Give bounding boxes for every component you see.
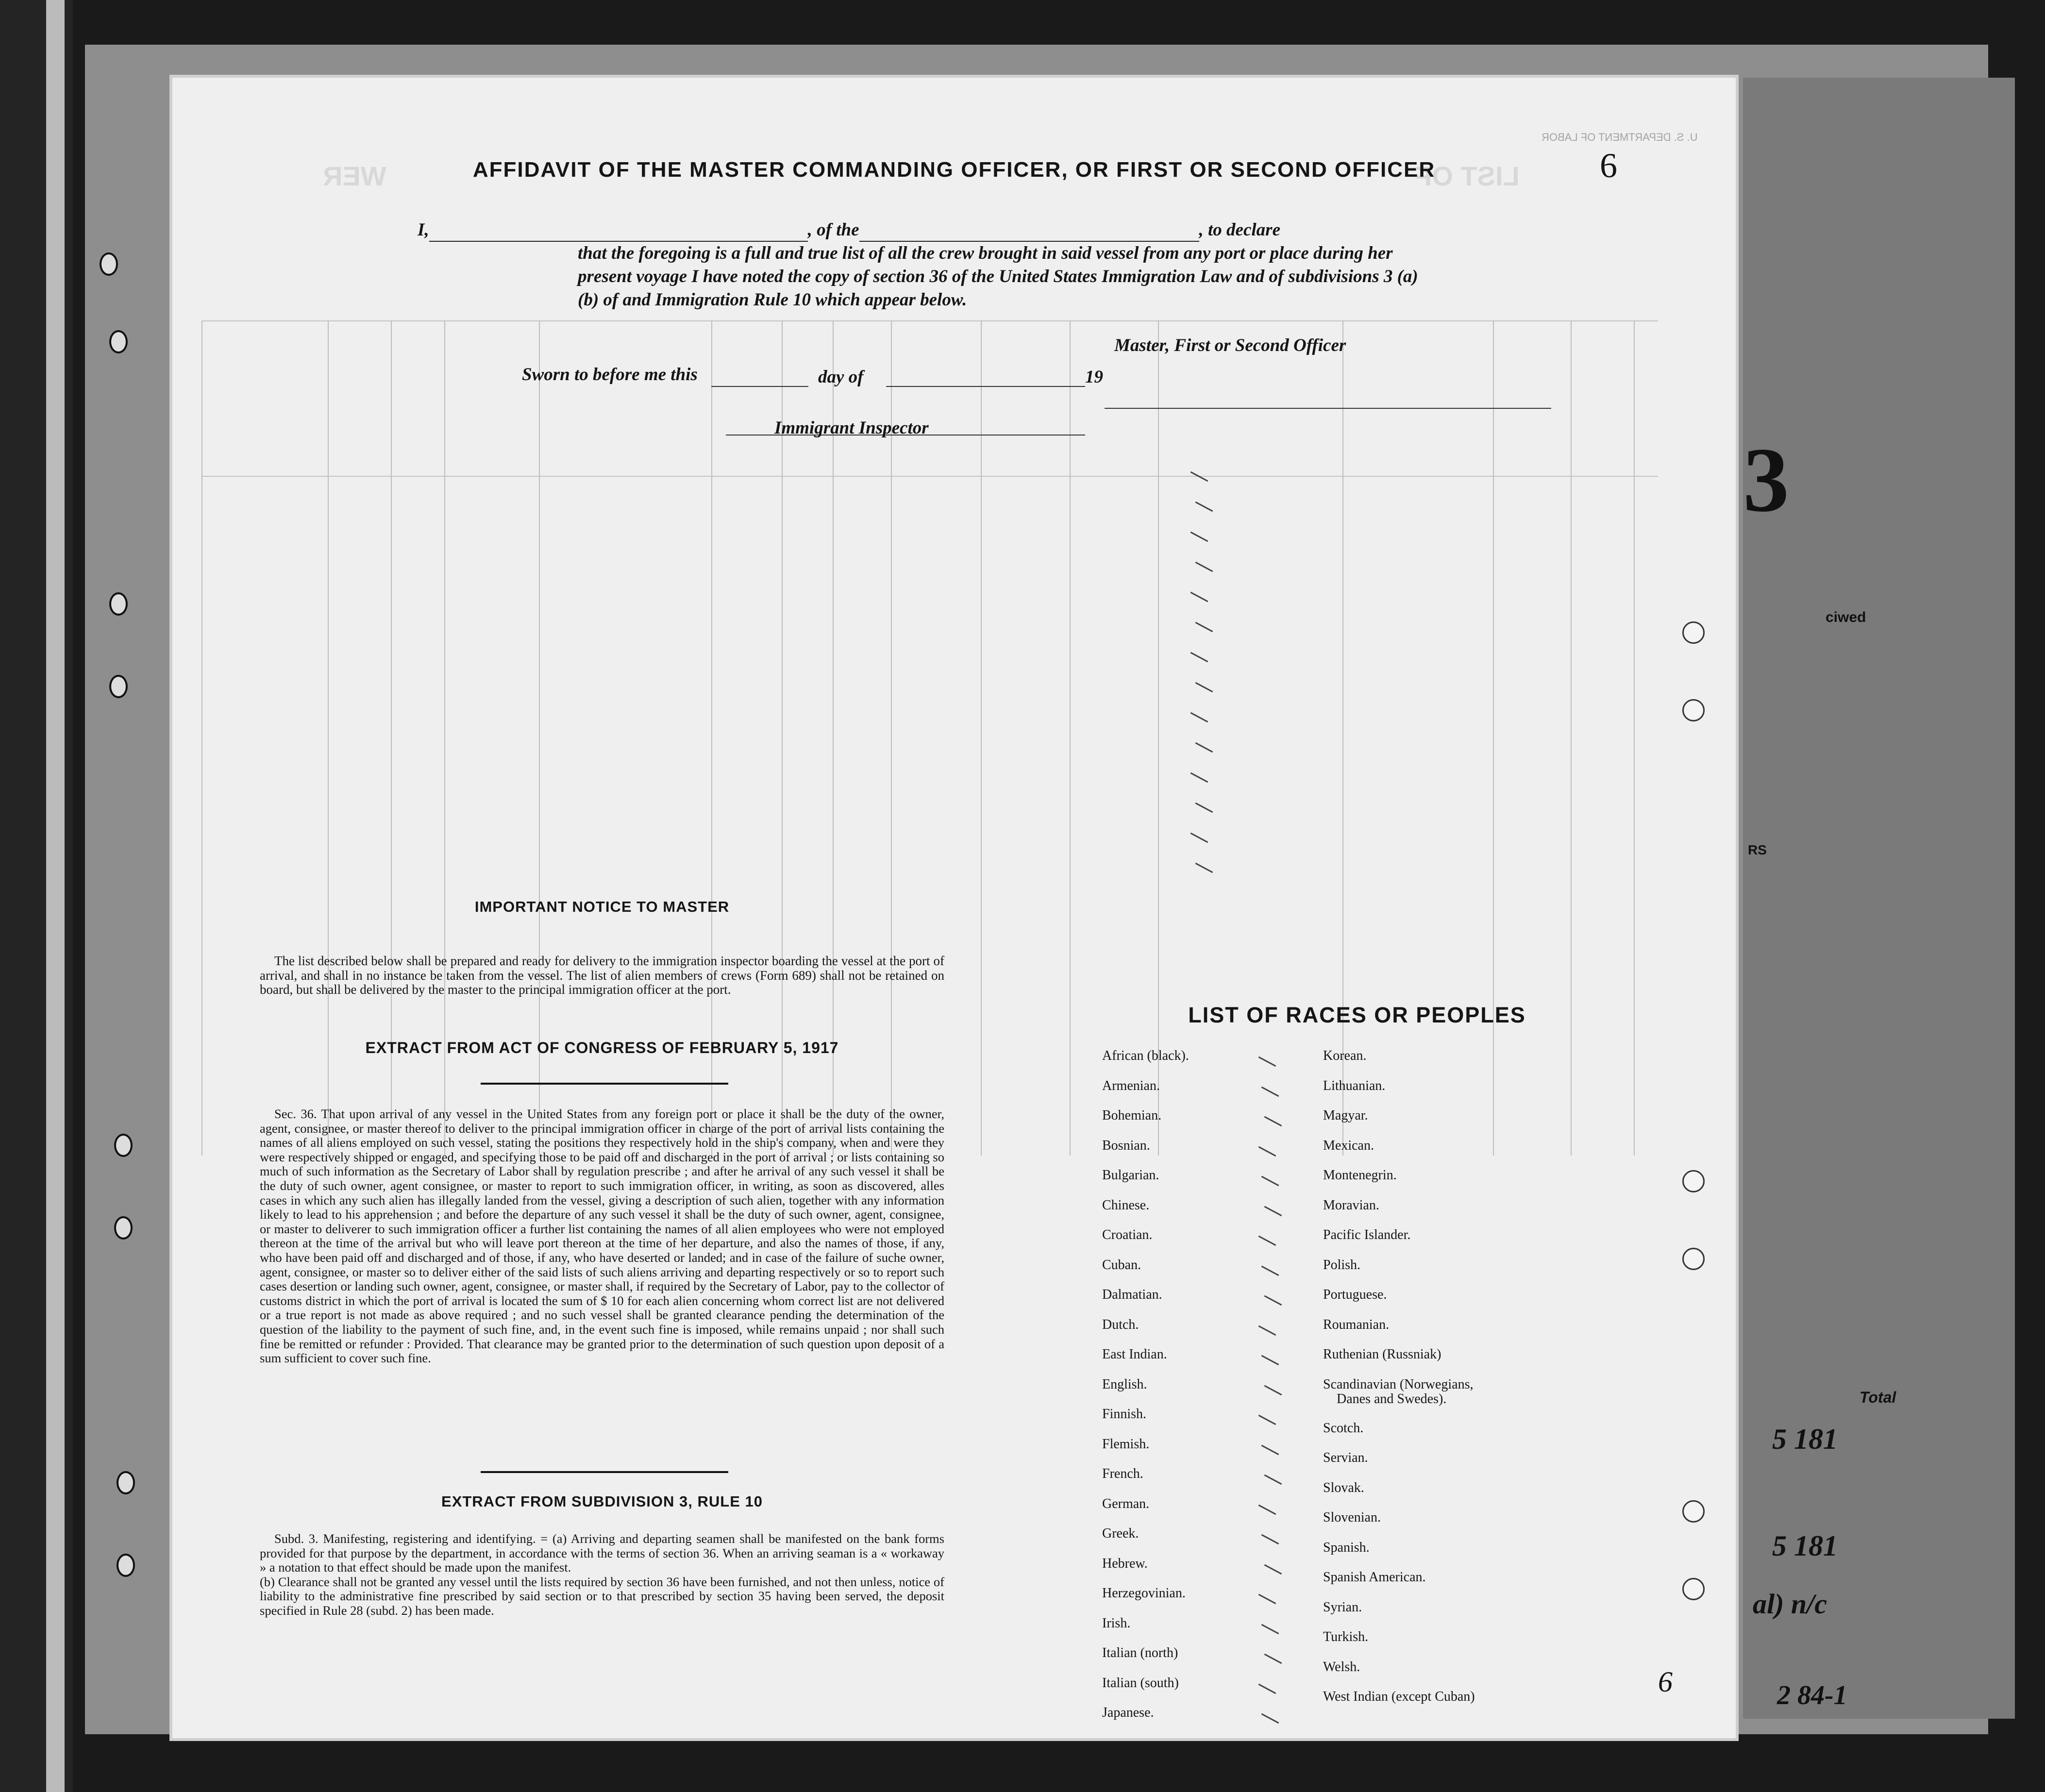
rule-paragraph-b: (b) Clearance shall not be granted any vessel until the lists required by section 36 have been furnished, and not then unless, notice of liability to the administrative fine prescribed by said section or to that prescribed by section 35 having been served, the deposit specified in Rule 28 (subd. 2) has been made.	[260, 1574, 944, 1618]
grid-line	[201, 320, 202, 1156]
race-item: Scotch.	[1323, 1420, 1364, 1436]
tick-mark	[1264, 1564, 1282, 1574]
tick-mark	[1264, 1116, 1282, 1126]
race-item: East Indian.	[1102, 1347, 1167, 1362]
race-item: Greek.	[1102, 1526, 1139, 1541]
tick-mark	[1258, 1236, 1276, 1246]
grid-line	[444, 320, 445, 1156]
binder-hole	[100, 252, 118, 276]
signature-label: Master, First or Second Officer	[1114, 335, 1346, 355]
binder-hole	[109, 592, 128, 616]
race-item: Japanese.	[1102, 1705, 1154, 1720]
races-right-column	[1323, 1049, 1475, 1720]
race-item: Polish.	[1323, 1257, 1361, 1273]
race-item: Finnish.	[1102, 1407, 1147, 1422]
day-of-label: day of	[818, 367, 864, 387]
bleed-fragment: RS	[1748, 842, 1767, 857]
race-item: Irish.	[1102, 1615, 1131, 1631]
rule-paragraph-a: Subd. 3. Manifesting, registering and identifying. = (a) Arriving and departing seamen shall be manifested on the bank forms provided for that purpose by the department, in accordance with the terms of section 36. When an arriving seaman is a « workaway » a notation to that effect should be made upon the manifest.	[260, 1531, 944, 1574]
race-item: Spanish.	[1323, 1540, 1370, 1555]
day-blank	[711, 386, 808, 387]
tick-mark	[1264, 1654, 1282, 1664]
race-item: West Indian (except Cuban)	[1323, 1689, 1475, 1704]
show-through: WER	[323, 161, 386, 191]
act-heading: EXTRACT FROM ACT OF CONGRESS OF FEBRUARY 5, 1917	[365, 1039, 839, 1056]
race-item: Chinese.	[1102, 1197, 1150, 1213]
tick-mark	[1195, 803, 1213, 813]
race-item: Herzegovinian.	[1102, 1586, 1186, 1601]
tick-mark	[1190, 772, 1208, 783]
tick-mark	[1258, 1504, 1276, 1514]
affidavit-to-declare: , to declare	[1199, 220, 1280, 240]
race-item: Cuban.	[1102, 1257, 1141, 1273]
sworn-label: Sworn to before me this	[522, 365, 698, 385]
grid-line	[391, 320, 392, 1156]
tick-mark	[1195, 562, 1213, 572]
grid-line	[539, 320, 540, 1156]
race-item: Portuguese.	[1323, 1287, 1387, 1302]
grid-line	[891, 320, 892, 1156]
notice-text	[260, 954, 944, 997]
underlying-page-bleed	[1743, 78, 2015, 1719]
tick-mark	[1190, 592, 1208, 602]
notice-paragraph: The list described below shall be prepared and ready for delivery to the immigration inspector boarding the vessel at the port of arrival, and shall in no instance be taken from the vessel. The list of alien members of crews (Form 689) shall not be retained on board, but shall be delivered by the master to the principal immigration officer at the port.	[260, 954, 944, 997]
tick-mark	[1195, 502, 1213, 512]
race-item: French.	[1102, 1466, 1143, 1481]
race-item: Bohemian.	[1102, 1108, 1162, 1123]
show-through-form-number: U. S. DEPARTMENT OF LABOR	[1542, 131, 1698, 143]
affidavit-text	[418, 218, 1554, 312]
race-item: Italian (north)	[1102, 1645, 1178, 1660]
affidavit-line-2: that the foregoing is a full and true list of all the crew brought in said vessel from any port or place during her	[578, 243, 1393, 263]
affidavit-i: I,	[418, 220, 429, 240]
tick-mark	[1258, 1146, 1276, 1156]
act-paragraph: Sec. 36. That upon arrival of any vessel in the United States from any foreign port or place it shall be the duty of the owner, agent, consignee, or master thereof to deliver to the principal immigration officer in charge of the port of arrival lists containing the names of all aliens employed on such vessel, stating the positions they respectively hold in the ship's company, when and were they were respectively shipped or engaged, and specifying those to be paid off and discharged in the port of arrival ; or lists containing so much of such information as the Secretary of Labor shall by regulation prescribe ; and after he arrival of any such vessel it shall be the duty of such owner, agent consignee, or master to report to such immigration officer, in writing, as soon as discovered, alles cases in which any such alien has illegally landed from the vessel, giving a description of such alien, together with any information likely to lead to his apprehension ; and before the departure of any such vessel it shall be the duty of such owner, agent, consignee, or master to deliverer to such immigration officer a further list containing the names of all alien employees who were not employed thereon at the time of the arrival but who will leave port thereon at the time of her departure, and also the names of those, if any, who have been paid off and discharged and of those, if any, who have deserted or landed; and in case of the failure of suche owner, agent, consignee, or master so to deliver either of the said lists of such aliens arriving and departing respectively or so to report such cases desertion or landing such owner, agent, consignee, or master shall, if required by the Secretary of Labor, pay to the collector of customs district in which the port of arrival is located the sum of $ 10 for each alien concerning whom correct list are not delivered or a true report is not made as above required ; and no such vessel shall be granted clearance pending the determination of the question of the liability to the payment of such fine, and, in the event such fine is imposed, while remains unpaid ; nor shall such fine be remitted or refunder : Provided. That clearance may be granted prior to the determination of such question upon deposit of a sum sufficient to cover such fine.	[260, 1106, 944, 1366]
rule-text	[260, 1532, 944, 1618]
affidavit-of-the: , of the	[807, 220, 859, 240]
tick-mark	[1261, 1444, 1279, 1455]
race-item: Flemish.	[1102, 1436, 1150, 1452]
races-heading: LIST OF RACES OR PEOPLES	[1188, 1003, 1526, 1027]
tick-mark	[1261, 1355, 1279, 1365]
rule-heading: EXTRACT FROM SUBDIVISION 3, RULE 10	[441, 1493, 763, 1510]
grid-line	[201, 476, 1658, 477]
tick-mark	[1195, 742, 1213, 753]
race-item: Danes and Swedes).	[1337, 1391, 1447, 1407]
binder-hole	[117, 1554, 135, 1577]
tick-mark	[1258, 1056, 1276, 1067]
tick-mark	[1261, 1713, 1279, 1724]
grid-line	[1493, 320, 1494, 1156]
bleed-word: ciwed	[1826, 609, 1866, 625]
tick-mark	[1190, 833, 1208, 843]
punch-hole	[1682, 1578, 1705, 1600]
grid-line	[782, 320, 783, 1156]
race-item: Scandinavian (Norwegians,	[1323, 1376, 1474, 1392]
signature-line	[1105, 408, 1551, 409]
race-item: Hebrew.	[1102, 1556, 1148, 1571]
grid-line	[1158, 320, 1159, 1156]
race-item: Croatian.	[1102, 1227, 1153, 1242]
notice-heading: IMPORTANT NOTICE TO MASTER	[474, 898, 730, 915]
section-rule	[481, 1083, 728, 1085]
affidavit-title: AFFIDAVIT OF THE MASTER COMMANDING OFFICER, OR FIRST OR SECOND OFFICER	[472, 158, 1436, 182]
tick-mark	[1195, 863, 1213, 873]
race-item: Welsh.	[1323, 1659, 1360, 1675]
race-item: Spanish American.	[1323, 1570, 1426, 1585]
bleed-number: 2 84-1	[1777, 1680, 1847, 1710]
race-item: English.	[1102, 1376, 1147, 1392]
race-item: Servian.	[1323, 1450, 1368, 1465]
race-item: Roumanian.	[1323, 1317, 1390, 1332]
grid-line	[201, 320, 1658, 321]
race-item: Mexican.	[1323, 1138, 1374, 1153]
race-item: Italian (south)	[1102, 1675, 1179, 1691]
tick-mark	[1190, 532, 1208, 542]
race-item: Armenian.	[1102, 1078, 1160, 1093]
film-edge-strip	[46, 0, 65, 1792]
bleed-note: al) n/c	[1753, 1588, 1827, 1620]
binder-hole	[109, 330, 128, 353]
manifest-page	[172, 78, 1736, 1738]
race-item: Moravian.	[1323, 1197, 1379, 1213]
page-number: 6	[1600, 146, 1617, 185]
punch-hole	[1682, 1248, 1705, 1270]
affidavit-line-3: present voyage I have noted the copy of section 36 of the United States Immigration Law and of subdivisions 3 (a)	[578, 267, 1418, 286]
binder-hole	[109, 675, 128, 698]
race-item: Ruthenian (Russniak)	[1323, 1347, 1442, 1362]
bleed-count-2: 5 181	[1772, 1530, 1838, 1562]
month-blank	[886, 386, 1085, 387]
inspector-label: Immigrant Inspector	[774, 418, 929, 438]
affidavit-line-4: (b) of and Immigration Rule 10 which appear below.	[578, 290, 967, 310]
grid-line	[328, 320, 329, 1156]
race-item: Dalmatian.	[1102, 1287, 1162, 1302]
tick-mark	[1195, 622, 1213, 632]
grid-line	[1070, 320, 1071, 1156]
punch-hole	[1682, 1500, 1705, 1523]
race-item: German.	[1102, 1496, 1150, 1511]
races-left-column	[1102, 1049, 1189, 1736]
tick-mark	[1258, 1683, 1276, 1693]
tick-mark	[1258, 1415, 1276, 1425]
race-item: Turkish.	[1323, 1629, 1369, 1644]
grid-line	[1634, 320, 1635, 1156]
race-item: African (black).	[1102, 1048, 1189, 1063]
tick-mark	[1264, 1295, 1282, 1306]
tick-mark	[1261, 1176, 1279, 1186]
tick-mark	[1261, 1534, 1279, 1544]
punch-hole	[1682, 699, 1705, 721]
binder-hole	[114, 1134, 133, 1157]
year-prefix: 19	[1085, 367, 1103, 387]
tick-mark	[1261, 1086, 1279, 1096]
race-item: Dutch.	[1102, 1317, 1139, 1332]
binder-hole	[114, 1216, 133, 1239]
tick-mark	[1264, 1206, 1282, 1216]
grid-line	[981, 320, 982, 1156]
tick-mark	[1258, 1594, 1276, 1604]
race-item: Lithuanian.	[1323, 1078, 1386, 1093]
tick-mark	[1258, 1325, 1276, 1335]
race-item: Korean.	[1323, 1048, 1367, 1063]
grid-line	[833, 320, 834, 1156]
bleed-total: Total	[1860, 1389, 1896, 1406]
tick-mark	[1190, 712, 1208, 722]
tick-mark	[1261, 1265, 1279, 1275]
race-item: Slovak.	[1323, 1480, 1364, 1495]
show-through: LIST OF	[1415, 161, 1520, 191]
grid-line	[1342, 320, 1343, 1156]
bleed-count-1: 5 181	[1772, 1423, 1838, 1455]
grid-line	[711, 320, 712, 1156]
race-item: Magyar.	[1323, 1108, 1368, 1123]
race-item: Pacific Islander.	[1323, 1227, 1411, 1242]
punch-hole	[1682, 1170, 1705, 1192]
tick-mark	[1264, 1474, 1282, 1485]
grid-line	[1571, 320, 1572, 1156]
tick-mark	[1264, 1385, 1282, 1395]
race-item: Syrian.	[1323, 1599, 1362, 1615]
race-item: Bulgarian.	[1102, 1168, 1159, 1183]
act-text	[260, 1107, 944, 1366]
race-item: Bosnian.	[1102, 1138, 1150, 1153]
tick-mark	[1195, 682, 1213, 692]
tick-mark	[1190, 652, 1208, 662]
race-item: Slovenian.	[1323, 1510, 1381, 1525]
punch-hole	[1682, 621, 1705, 644]
binder-hole	[117, 1471, 135, 1494]
tick-mark	[1261, 1624, 1279, 1634]
section-rule	[481, 1471, 728, 1473]
race-item: Montenegrin.	[1323, 1168, 1397, 1183]
bleed-mark-3: 3	[1743, 429, 1789, 531]
corner-mark: 6	[1658, 1666, 1673, 1698]
